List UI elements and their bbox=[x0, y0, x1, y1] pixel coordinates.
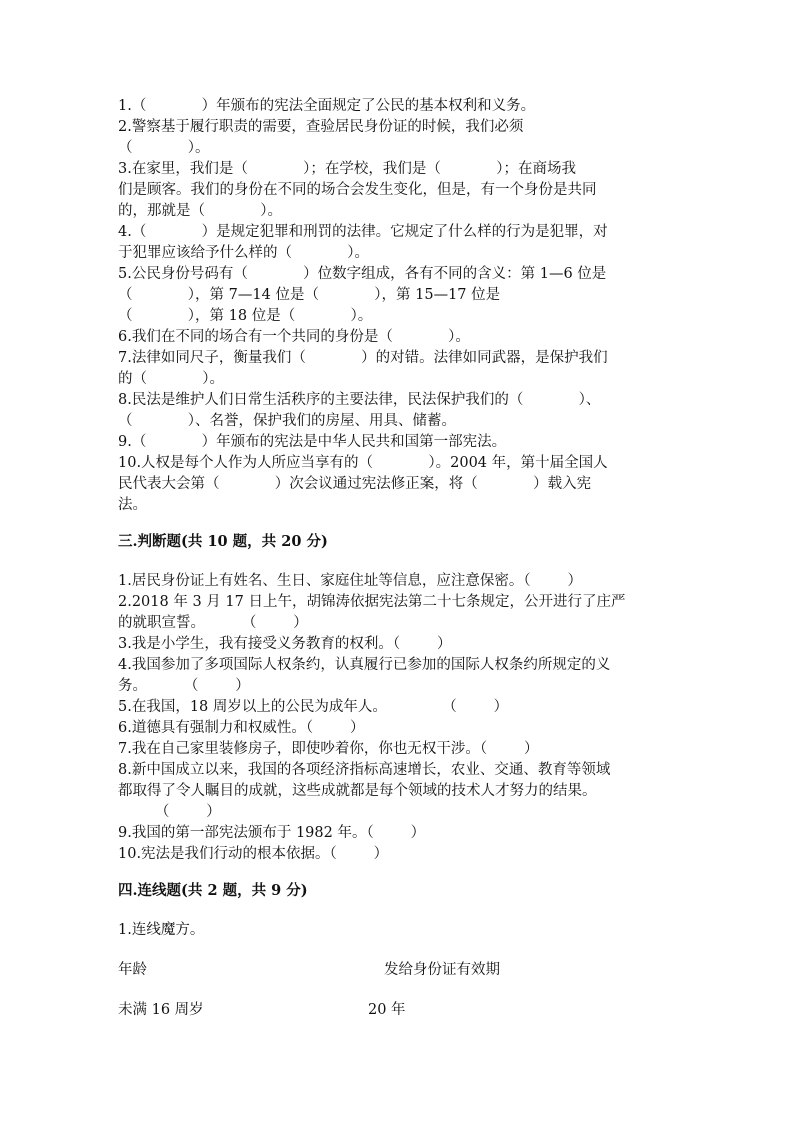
section-heading-judge: 三.判断题(共 10 题，共 20 分) bbox=[118, 533, 328, 550]
judge-q4-cont: 务。 （ ） bbox=[118, 678, 250, 694]
fill-q10-cont: 法。 bbox=[118, 497, 147, 513]
judge-q2: 2.2018 年 3 月 17 日上午，胡锦涛依据宪法第二十七条规定，公开进行了庄严 bbox=[118, 594, 626, 610]
fill-q7: 7.法律如同尺子，衡量我们（ ）的对错。法律如同武器，是保护我们 bbox=[118, 350, 608, 366]
fill-q3-cont: 的，那就是（ ）。 bbox=[118, 203, 283, 219]
fill-q8-cont: （ ）、名誉，保护我们的房屋、用具、储蓄。 bbox=[118, 413, 457, 429]
judge-q8: 8.新中国成立以来，我国的各项经济指标高速增长，农业、交通、教育等领域 bbox=[118, 762, 611, 778]
judge-q9: 9.我国的第一部宪法颁布于 1982 年。（ ） bbox=[118, 825, 426, 841]
fill-q1: 1.（ ）年颁布的宪法全面规定了公民的基本权利和义务。 bbox=[118, 98, 536, 114]
judge-q6: 6.道德具有强制力和权威性。（ ） bbox=[118, 720, 365, 736]
judge-q5: 5.在我国，18 周岁以上的公民为成年人。 （ ） bbox=[118, 699, 509, 715]
judge-q2-cont: 的就职宣誓。 （ ） bbox=[118, 615, 308, 631]
judge-q3: 3.我是小学生，我有接受义务教育的权利。（ ） bbox=[118, 636, 452, 652]
judge-q8-cont: （ ） bbox=[118, 804, 221, 820]
fill-q6: 6.我们在不同的场合有一个共同的身份是（ ）。 bbox=[118, 329, 470, 345]
fill-q2-cont: （ ）。 bbox=[118, 140, 210, 156]
fill-q4: 4.（ ）是规定犯罪和刑罚的法律。它规定了什么样的行为是犯罪，对 bbox=[118, 224, 608, 240]
judge-q1: 1.居民身份证上有姓名、生日、家庭住址等信息，应注意保密。（ ） bbox=[118, 573, 582, 589]
fill-q5-cont: （ ），第 18 位是（ ）。 bbox=[118, 308, 373, 324]
fill-q2: 2.警察基于履行职责的需要，查验居民身份证的时候，我们必须 bbox=[118, 119, 524, 135]
fill-q3: 3.在家里，我们是（ ）；在学校，我们是（ ）；在商场我 bbox=[118, 161, 576, 177]
judge-q4: 4.我国参加了多项国际人权条约，认真履行已参加的国际人权条约所规定的义 bbox=[118, 657, 611, 673]
judge-q10: 10.宪法是我们行动的根本依据。（ ） bbox=[118, 846, 389, 862]
judge-q8-cont: 都取得了令人瞩目的成就，这些成就都是每个领域的技术人才努力的结果。 bbox=[118, 783, 597, 799]
fill-q4-cont: 于犯罪应该给予什么样的（ ）。 bbox=[118, 245, 370, 261]
match-q1: 1.连线魔方。 bbox=[118, 922, 205, 938]
fill-q7-cont: 的（ ）。 bbox=[118, 371, 225, 387]
judge-q7: 7.我在自己家里装修房子，即使吵着你，你也无权干涉。（ ） bbox=[118, 741, 539, 757]
fill-q8: 8.民法是维护人们日常生活秩序的主要法律，民法保护我们的（ ）、 bbox=[118, 392, 601, 408]
match-right-header: 发给身份证有效期 bbox=[384, 962, 500, 978]
section-heading-match: 四.连线题(共 2 题，共 9 分) bbox=[118, 882, 308, 899]
fill-q10-cont: 民代表大会第（ ）次会议通过宪法修正案，将（ ）载入宪 bbox=[118, 476, 592, 492]
fill-q3-cont: 们是顾客。我们的身份在不同的场合会发生变化，但是，有一个身份是共同 bbox=[118, 182, 597, 198]
fill-q5: 5.公民身份号码有（ ）位数字组成，各有不同的含义：第 1—6 位是 bbox=[118, 266, 607, 282]
match-left-header: 年龄 bbox=[118, 962, 147, 978]
fill-q5-cont: （ ），第 7—14 位是（ ），第 15—17 位是 bbox=[118, 287, 501, 303]
fill-q10: 10.人权是每个人作为人所应当享有的（ ）。2004 年，第十届全国人 bbox=[118, 455, 608, 471]
match-left-item: 未满 16 周岁 bbox=[118, 1002, 204, 1018]
fill-q9: 9.（ ）年颁布的宪法是中华人民共和国第一部宪法。 bbox=[118, 434, 507, 450]
match-right-item: 20 年 bbox=[368, 1002, 406, 1018]
